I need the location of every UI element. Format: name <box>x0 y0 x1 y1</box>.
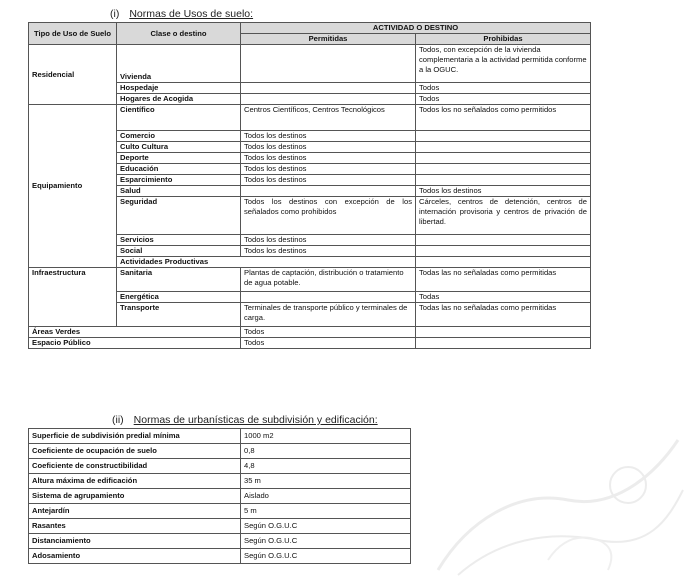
header-tipo: Tipo de Uso de Suelo <box>29 23 117 45</box>
clase-salud: Salud <box>117 186 241 197</box>
perm-areas-verdes: Todos <box>241 327 416 338</box>
proh-energetica: Todas <box>416 292 591 303</box>
norma-value: 1000 m2 <box>241 429 411 444</box>
norma-value: Según O.G.U.C <box>241 534 411 549</box>
header-actividad: ACTIVIDAD O DESTINO <box>241 23 591 34</box>
norma-value: Según O.G.U.C <box>241 519 411 534</box>
clase-energetica: Energética <box>117 292 241 303</box>
proh-esparcimiento <box>416 175 591 186</box>
clase-comercio: Comercio <box>117 131 241 142</box>
perm-hospedaje <box>241 83 416 94</box>
proh-deporte <box>416 153 591 164</box>
norma-value: Aislado <box>241 489 411 504</box>
clase-vivienda: Vivienda <box>117 45 241 83</box>
clase-servicios: Servicios <box>117 235 241 246</box>
section-heading-urbanisticas <box>112 414 378 426</box>
proh-social <box>416 246 591 257</box>
header-permitidas: Permitidas <box>241 34 416 45</box>
header-prohibidas: Prohibidas <box>416 34 591 45</box>
perm-seguridad: Todos los destinos con excepción de los señalados como prohibidos <box>241 197 416 235</box>
normas-urbanisticas-table <box>28 428 411 564</box>
usos-de-suelo-table <box>28 22 591 349</box>
tipo-infraestructura: Infraestructura <box>29 268 117 327</box>
clase-cientifico: Científico <box>117 105 241 131</box>
perm-servicios: Todos los destinos <box>241 235 416 246</box>
proh-educacion <box>416 164 591 175</box>
clase-sanitaria: Sanitaria <box>117 268 241 292</box>
perm-hogares <box>241 94 416 105</box>
norma-label: Coeficiente de constructibilidad <box>29 459 241 474</box>
section-title: Normas de urbanísticas de subdivisión y edificación: <box>133 414 378 426</box>
perm-vivienda <box>241 45 416 83</box>
perm-sanitaria: Plantas de captación, distribución o tratamiento de agua potable. <box>241 268 416 292</box>
norma-label: Antejardín <box>29 504 241 519</box>
tipo-actividades-productivas: Actividades Productivas <box>117 257 416 268</box>
perm-transporte: Terminales de transporte público y terminales de carga. <box>241 303 416 327</box>
proh-areas-verdes <box>416 327 591 338</box>
proh-comercio <box>416 131 591 142</box>
proh-culto <box>416 142 591 153</box>
perm-espacio-publico: Todos <box>241 338 416 349</box>
perm-educacion: Todos los destinos <box>241 164 416 175</box>
clase-culto: Culto Cultura <box>117 142 241 153</box>
perm-esparcimiento: Todos los destinos <box>241 175 416 186</box>
proh-vivienda: Todos, con excepción de la vivienda complementaria a la actividad permitida conforme a la OGUC. <box>416 45 591 83</box>
norma-label: Sistema de agrupamiento <box>29 489 241 504</box>
norma-value: 0,8 <box>241 444 411 459</box>
header-clase: Clase o destino <box>117 23 241 45</box>
clase-hogares: Hogares de Acogida <box>117 94 241 105</box>
perm-actividades <box>416 257 591 268</box>
norma-value: Según O.G.U.C <box>241 549 411 564</box>
clase-seguridad: Seguridad <box>117 197 241 235</box>
norma-label: Altura máxima de edificación <box>29 474 241 489</box>
norma-label: Adosamiento <box>29 549 241 564</box>
perm-salud <box>241 186 416 197</box>
proh-cientifico: Todos los no señalados como permitidos <box>416 105 591 131</box>
section-numeral: (ii) <box>112 414 124 426</box>
norma-value: 4,8 <box>241 459 411 474</box>
perm-comercio: Todos los destinos <box>241 131 416 142</box>
clase-educacion: Educación <box>117 164 241 175</box>
proh-sanitaria: Todas las no señaladas como permitidas <box>416 268 591 292</box>
tipo-equipamiento: Equipamiento <box>29 105 117 268</box>
perm-deporte: Todos los destinos <box>241 153 416 164</box>
norma-label: Rasantes <box>29 519 241 534</box>
tipo-espacio-publico: Espacio Público <box>29 338 241 349</box>
perm-energetica <box>241 292 416 303</box>
norma-label: Distanciamiento <box>29 534 241 549</box>
clase-hospedaje: Hospedaje <box>117 83 241 94</box>
norma-value: 35 m <box>241 474 411 489</box>
clase-esparcimiento: Esparcimiento <box>117 175 241 186</box>
proh-salud: Todos los destinos <box>416 186 591 197</box>
proh-hospedaje: Todos <box>416 83 591 94</box>
perm-culto: Todos los destinos <box>241 142 416 153</box>
norma-label: Superficie de subdivisión predial mínima <box>29 429 241 444</box>
section-title: Normas de Usos de suelo: <box>129 8 254 20</box>
clase-social: Social <box>117 246 241 257</box>
clase-transporte: Transporte <box>117 303 241 327</box>
perm-social: Todos los destinos <box>241 246 416 257</box>
norma-value: 5 m <box>241 504 411 519</box>
section-numeral: (i) <box>110 8 120 20</box>
tipo-residencial: Residencial <box>29 45 117 105</box>
clase-deporte: Deporte <box>117 153 241 164</box>
proh-servicios <box>416 235 591 246</box>
section-heading-usos <box>110 8 253 20</box>
proh-hogares: Todos <box>416 94 591 105</box>
tipo-areas-verdes: Áreas Verdes <box>29 327 241 338</box>
proh-transporte: Todas las no señaladas como permitidas <box>416 303 591 327</box>
proh-espacio-publico <box>416 338 591 349</box>
perm-cientifico: Centros Científicos, Centros Tecnológicos <box>241 105 416 131</box>
norma-label: Coeficiente de ocupación de suelo <box>29 444 241 459</box>
proh-seguridad: Cárceles, centros de detención, centros de internación provisoria y centros de privación de libertad. <box>416 197 591 235</box>
decorative-watermark <box>428 430 688 580</box>
